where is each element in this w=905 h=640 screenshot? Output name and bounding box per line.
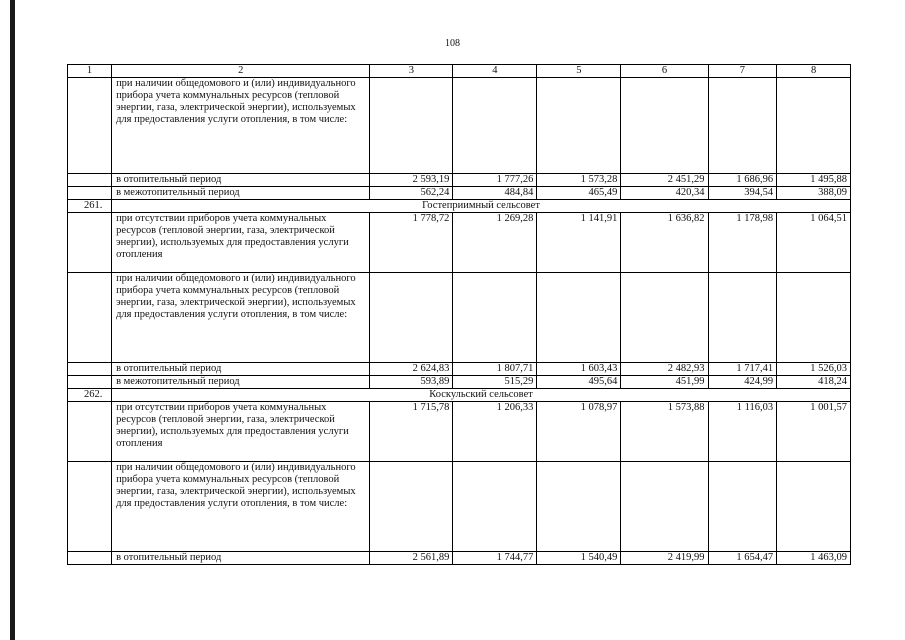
value-cell: 1 777,26: [453, 174, 537, 187]
value-cell: 1 686,96: [708, 174, 777, 187]
value-cell: 394,54: [708, 187, 777, 200]
value-cell: 1 178,98: [708, 213, 777, 273]
col-header: 2: [112, 65, 370, 78]
tariff-table: [67, 64, 851, 565]
value-cell: 1 636,82: [621, 213, 708, 273]
value-cell: 1 064,51: [777, 213, 851, 273]
value-cell: 1 573,88: [621, 402, 708, 462]
value-cell: 1 463,09: [777, 552, 851, 565]
value-cell: 1 654,47: [708, 552, 777, 565]
page-number: 108: [445, 38, 460, 49]
table-row: [68, 552, 851, 565]
value-cell: 1 078,97: [537, 402, 621, 462]
value-cell: 1 717,41: [708, 363, 777, 376]
value-cell: 1 807,71: [453, 363, 537, 376]
col-header: 8: [777, 65, 851, 78]
value-cell: 2 451,29: [621, 174, 708, 187]
col-header: 5: [537, 65, 621, 78]
col-header: 1: [68, 65, 112, 78]
value-cell: 593,89: [370, 376, 453, 389]
value-cell: 2 561,89: [370, 552, 453, 565]
table-row: [68, 363, 851, 376]
section-code: 262.: [68, 389, 112, 402]
col-header: 6: [621, 65, 708, 78]
section-row: [68, 200, 851, 213]
col-header: 3: [370, 65, 453, 78]
value-cell: 1 495,88: [777, 174, 851, 187]
value-cell: 495,64: [537, 376, 621, 389]
value-cell: 418,24: [777, 376, 851, 389]
value-cell: 2 482,93: [621, 363, 708, 376]
value-cell: 2 593,19: [370, 174, 453, 187]
heating-period-label: в отопительный период: [112, 174, 370, 187]
heating-period-label: в отопительный период: [112, 363, 370, 376]
section-name: Коскульский сельсовет: [112, 389, 851, 402]
interheating-period-label: в межотопительный период: [112, 187, 370, 200]
column-number-row: [68, 65, 851, 78]
value-cell: 388,09: [777, 187, 851, 200]
scan-edge-bar: [10, 0, 15, 640]
col-header: 4: [453, 65, 537, 78]
value-cell: 562,24: [370, 187, 453, 200]
value-cell: 424,99: [708, 376, 777, 389]
value-cell: 1 001,57: [777, 402, 851, 462]
value-cell: 2 624,83: [370, 363, 453, 376]
value-cell: 1 526,03: [777, 363, 851, 376]
col-header: 7: [708, 65, 777, 78]
value-cell: 2 419,99: [621, 552, 708, 565]
value-cell: 1 206,33: [453, 402, 537, 462]
value-cell: 1 715,78: [370, 402, 453, 462]
value-cell: 1 744,77: [453, 552, 537, 565]
table-row: [68, 187, 851, 200]
value-cell: 1 778,72: [370, 213, 453, 273]
interheating-period-label: в межотопительный период: [112, 376, 370, 389]
value-cell: 1 573,28: [537, 174, 621, 187]
section-code: 261.: [68, 200, 112, 213]
without-meters-description: при отсутствии приборов учета коммунальных ресурсов (тепловой энергии, газа, электрической энергии), используемых для предоставления услуги отопления: [112, 213, 370, 273]
value-cell: 1 116,03: [708, 402, 777, 462]
table-row: [68, 273, 851, 363]
table-row: [68, 174, 851, 187]
heating-period-label: в отопительный период: [112, 552, 370, 565]
without-meters-description: при отсутствии приборов учета коммунальных ресурсов (тепловой энергии, газа, электрической энергии), используемых для предоставления услуги отопления: [112, 402, 370, 462]
value-cell: 420,34: [621, 187, 708, 200]
table-row: [68, 376, 851, 389]
table-row: [68, 213, 851, 273]
with-meters-description: при наличии общедомового и (или) индивидуального прибора учета коммунальных ресурсов (тепловой энергии, газа, электрической энергии), используемых для предоставления услуги отопления, в том числе:: [112, 273, 370, 363]
section-name: Гостеприимный сельсовет: [112, 200, 851, 213]
table-row: [68, 402, 851, 462]
table-row: [68, 78, 851, 174]
value-cell: 1 603,43: [537, 363, 621, 376]
value-cell: 1 269,28: [453, 213, 537, 273]
with-meters-description: при наличии общедомового и (или) индивидуального прибора учета коммунальных ресурсов (тепловой энергии, газа, электрической энергии), используемых для предоставления услуги отопления, в том числе:: [112, 78, 370, 174]
value-cell: 515,29: [453, 376, 537, 389]
value-cell: 1 141,91: [537, 213, 621, 273]
value-cell: 484,84: [453, 187, 537, 200]
value-cell: 465,49: [537, 187, 621, 200]
table-row: [68, 462, 851, 552]
with-meters-description: при наличии общедомового и (или) индивидуального прибора учета коммунальных ресурсов (тепловой энергии, газа, электрической энергии), используемых для предоставления услуги отопления, в том числе:: [112, 462, 370, 552]
section-row: [68, 389, 851, 402]
value-cell: 451,99: [621, 376, 708, 389]
value-cell: 1 540,49: [537, 552, 621, 565]
